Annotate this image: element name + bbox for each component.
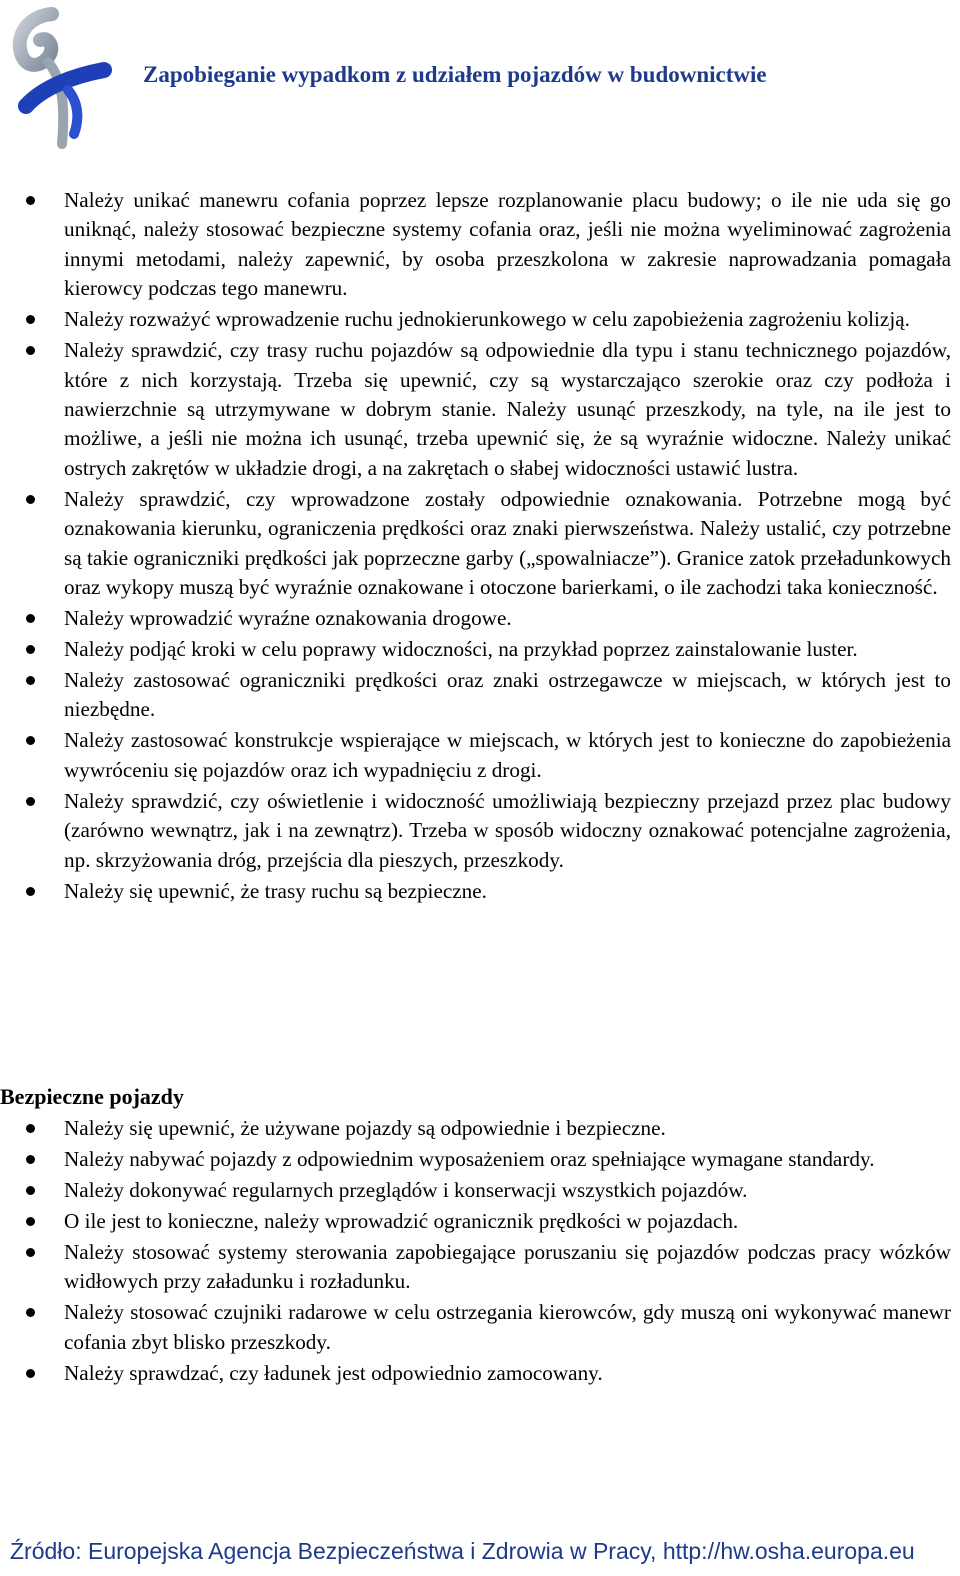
bullet-icon: [26, 1308, 35, 1317]
list-item-text: Należy sprawdzać, czy ładunek jest odpowiednio zamocowany.: [64, 1360, 603, 1385]
list-item: [0, 666, 951, 725]
list-item-text: Należy unikać manewru cofania poprzez lepsze rozplanowanie placu budowy; o ile nie uda się go uniknąć, należy stosować bezpieczne systemy cofania oraz, jeśli nie można wyeliminować zagrożenia innymi metodami, należy zapewnić, by osoba przeszkolona w zakresie naprowadzania pomagała kierowcy podczas tego manewru.: [64, 188, 951, 301]
bullet-icon: [26, 495, 35, 504]
list-item: [0, 1176, 951, 1205]
list-item-text: Należy stosować systemy sterowania zapobiegające poruszaniu się pojazdów podczas pracy wózków widłowych przy załadunku i rozładunku.: [64, 1240, 951, 1294]
list-item: [0, 1207, 951, 1236]
list-item-text: Należy zastosować ograniczniki prędkości oraz znaki ostrzegawcze w miejscach, w których jest to niezbędne.: [64, 668, 951, 722]
list-item: [0, 1238, 951, 1297]
bullet-icon: [26, 1369, 35, 1378]
bullet-icon: [26, 346, 35, 355]
vehicle-routes-list: [0, 186, 951, 908]
list-item-text: Należy wprowadzić wyraźne oznakowania drogowe.: [64, 606, 512, 631]
bullet-icon: [26, 1186, 35, 1195]
list-item-text: Należy nabywać pojazdy z odpowiednim wyposażeniem oraz spełniające wymagane standardy.: [64, 1147, 875, 1171]
list-item: [0, 1298, 951, 1357]
list-item: [0, 635, 951, 664]
list-item-text: Należy dokonywać regularnych przeglądów i konserwacji wszystkich pojazdów.: [64, 1178, 748, 1202]
bullet-icon: [26, 797, 35, 806]
bullet-icon: [26, 1124, 35, 1133]
source-footer: Źródło: Europejska Agencja Bezpieczeństwa i Zdrowia w Pracy, http://hw.osha.europa.eu: [10, 1538, 915, 1564]
bullet-icon: [26, 315, 35, 324]
list-item-text: Należy zastosować konstrukcje wspierające w miejscach, w których jest to konieczne do zapobieżenia wywróceniu się pojazdów oraz ich wypadnięciu z drogi.: [64, 728, 951, 782]
list-item: [0, 877, 951, 906]
list-item: [0, 186, 951, 304]
list-item: [0, 1145, 951, 1174]
list-item-text: Należy sprawdzić, czy trasy ruchu pojazdów są odpowiednie dla typu i stanu technicznego pojazdów, które z nich korzystają. Trzeba się upewnić, czy są wystarczająco szerokie oraz czy podłoża i nawierzchnie są utrzymywane w dobrym stanie. Należy usunąć przeszkody, na tyle, na ile jest to możliwe, a jeśli nie można ich usunąć, trzeba upewnić się, że są wyraźnie widoczne. Należy unikać ostrych zakrętów w układzie drogi, a na zakrętach o słabej widoczności ustawić lustra.: [64, 338, 951, 480]
list-item-text: Należy sprawdzić, czy wprowadzone zostały odpowiednie oznakowania. Potrzebne mogą być oznakowania kierunku, ograniczenia prędkości oraz znaki pierwszeństwa. Należy ustalić, czy potrzebne są takie ograniczniki prędkości jak poprzeczne garby („spowalniacze”). Granice zatok przeładunkowych oraz wykopy muszą być wyraźnie oznakowane i otoczone barierkami, o ile zachodzi taka konieczność.: [64, 486, 951, 600]
bullet-icon: [26, 196, 35, 205]
list-item: [0, 726, 951, 785]
bullet-icon: [26, 1155, 35, 1164]
list-item-text: Należy się upewnić, że używane pojazdy są odpowiednie i bezpieczne.: [64, 1116, 666, 1140]
list-item: [0, 336, 951, 483]
section-heading: Bezpieczne pojazdy: [0, 1084, 184, 1109]
bullet-icon: [26, 645, 35, 654]
list-item-text: O ile jest to konieczne, należy wprowadzić ogranicznik prędkości w pojazdach.: [64, 1209, 739, 1233]
safe-vehicles-list: [0, 1114, 951, 1390]
list-item-text: Należy stosować czujniki radarowe w celu ostrzegania kierowców, gdy muszą oni wykonywać manewr cofania zbyt blisko przeszkody.: [64, 1300, 951, 1354]
list-item: [0, 787, 951, 875]
bullet-icon: [26, 676, 35, 685]
list-item-text: Należy podjąć kroki w celu poprawy widoczności, na przykład poprzez zainstalowanie luster.: [64, 637, 858, 662]
bullet-icon: [26, 736, 35, 745]
bullet-icon: [26, 1217, 35, 1226]
page-title: Zapobieganie wypadkom z udziałem pojazdów w budownictwie: [143, 62, 767, 87]
list-item-text: Należy sprawdzić, czy oświetlenie i widoczność umożliwiają bezpieczny przejazd przez plac budowy (zarówno wewnątrz, jak i na zewnątrz). Trzeba w sposób widoczny oznakować potencjalne zagrożenia, np. skrzyżowania dróg, przejścia dla pieszych, przeszkody.: [64, 788, 951, 872]
list-item: [0, 485, 951, 603]
list-item: [0, 1359, 951, 1388]
list-item-text: Należy się upewnić, że trasy ruchu są bezpieczne.: [64, 878, 487, 903]
bullet-icon: [26, 887, 35, 896]
list-item: [0, 604, 951, 633]
list-item-text: Należy rozważyć wprowadzenie ruchu jednokierunkowego w celu zapobieżenia zagrożeniu kolizją.: [64, 307, 910, 332]
list-item: [0, 305, 951, 334]
osha-logo-icon: [8, 6, 112, 152]
bullet-icon: [26, 1248, 35, 1257]
bullet-icon: [26, 614, 35, 623]
list-item: [0, 1114, 951, 1143]
